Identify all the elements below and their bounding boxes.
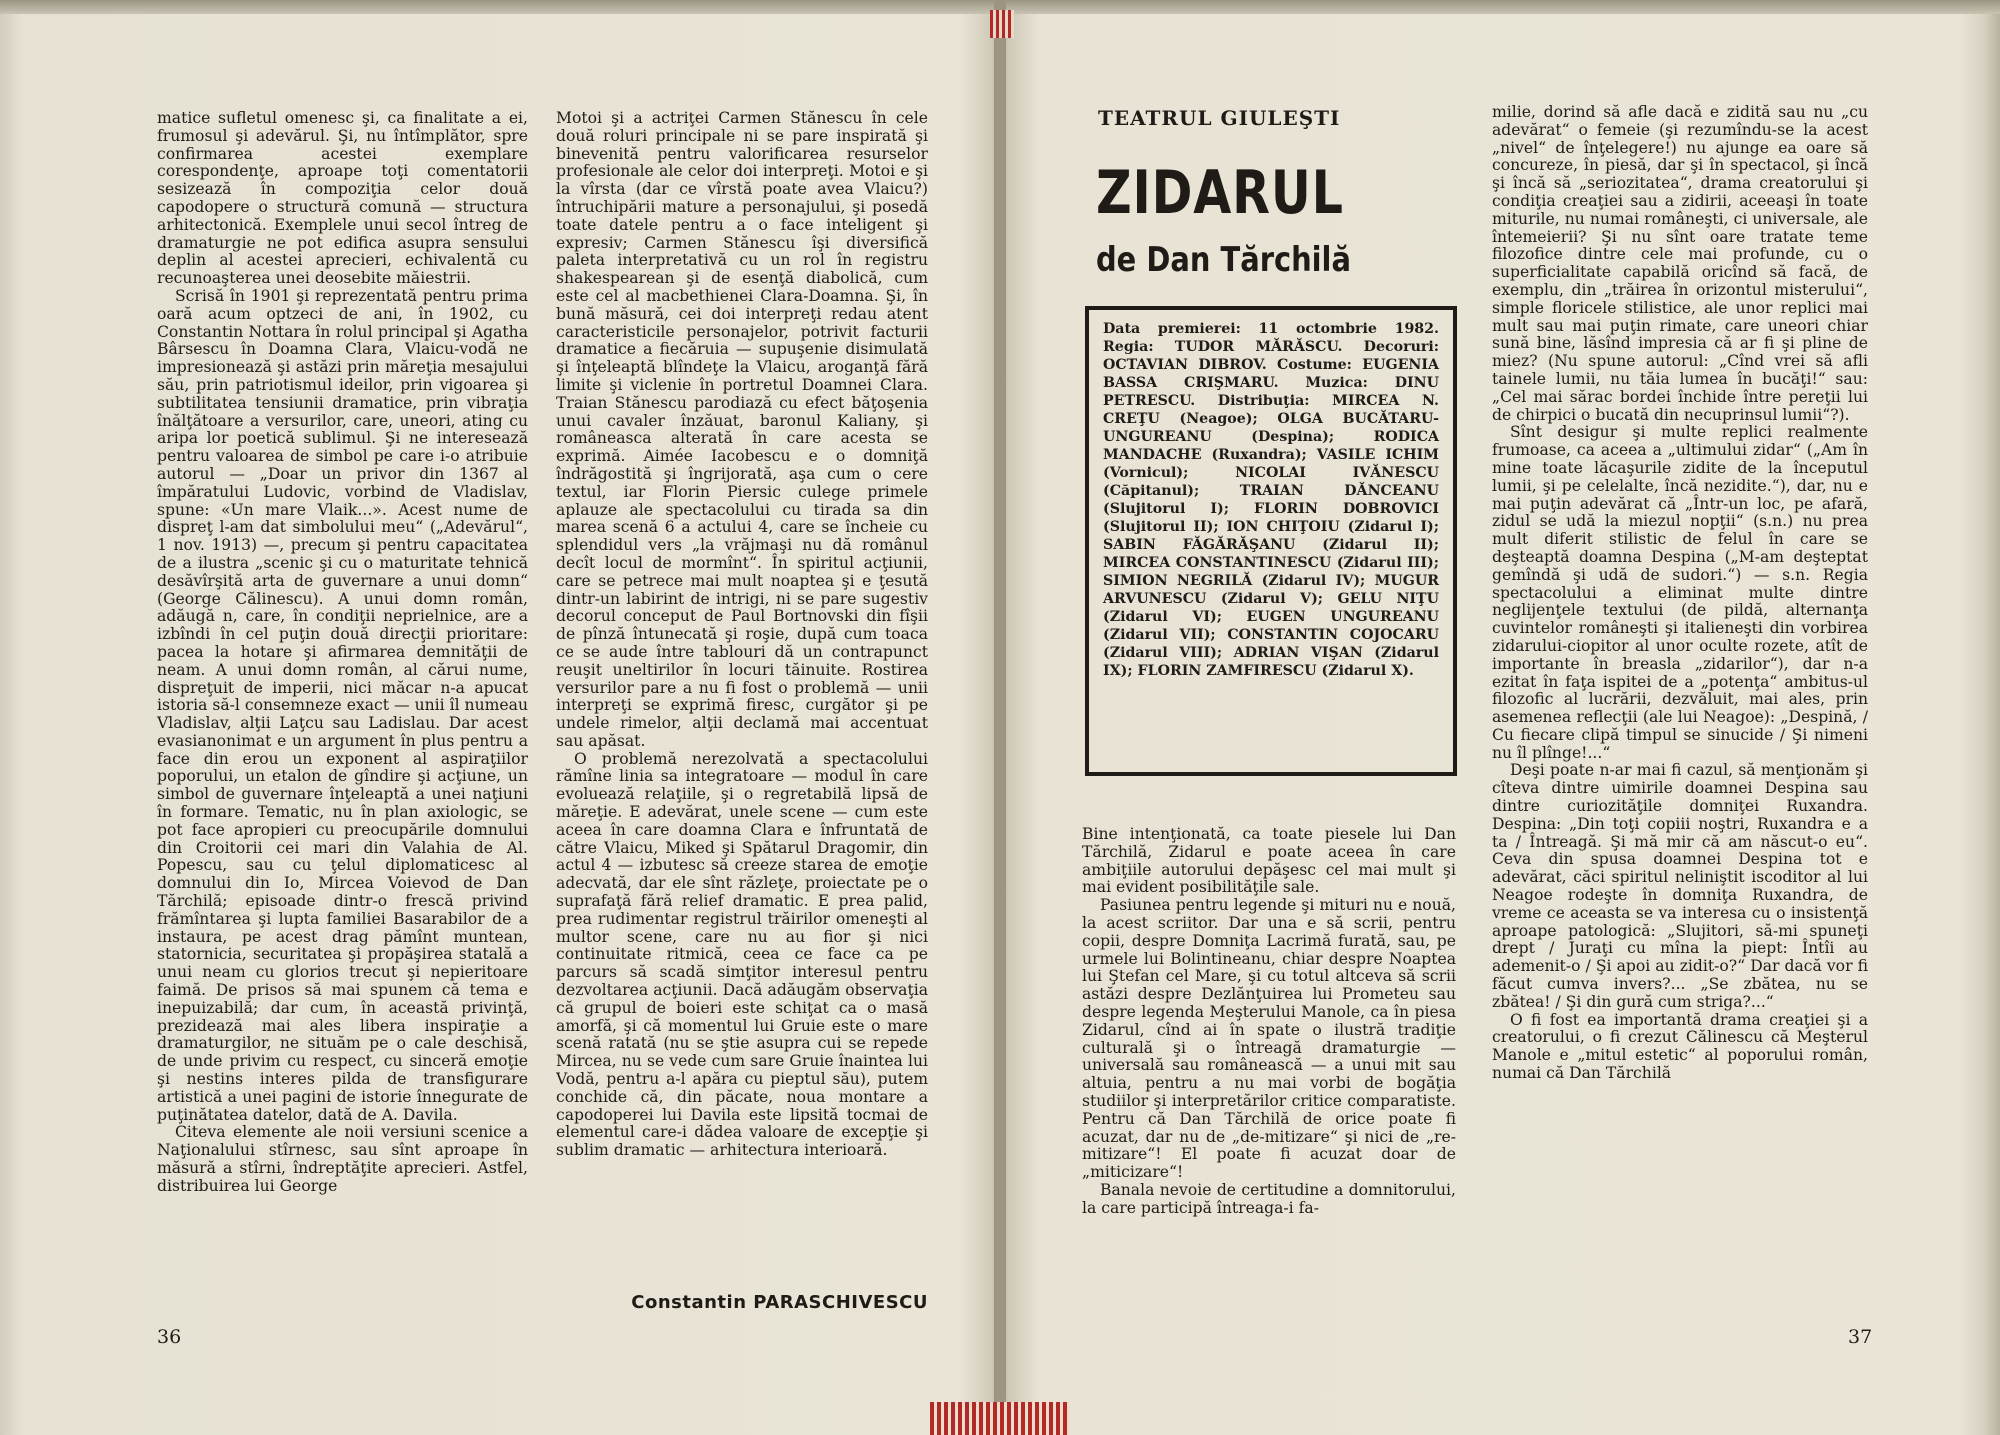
left-page-column-2 bbox=[556, 110, 928, 1288]
paragraph: matice sufletul omenesc şi, ca finalitate a ei, frumosul şi adevărul. Şi, nu întîmplător, spre confirmarea acestei exemplare corespondenţe, aproape toţi comentatorii sesizează în compoziţia celor două capodopere o structură comună — structura arhitectonică. Exemplele unui secol întreg de dramaturgie ne pot edifica asupra sensului deplin al acestei aprecieri, echivalentă cu recunoaşterea unei deosebite măiestrii. bbox=[157, 110, 528, 288]
paragraph: O fi fost ea importantă drama creaţiei şi a creatorului, o fi crezut Călinescu că Meşterul Manole e „mitul estetic“ al poporului român, numai că Dan Tărchilă bbox=[1492, 1010, 1868, 1083]
page-number-left: 36 bbox=[157, 1326, 182, 1348]
paragraph: O problemă nerezolvată a spectacolului rămîne linia sa integratoare — modul în care evoluează relaţiile, şi o regretabilă lipsă de măreţie. E adevărat, unele scene — cum este aceea în care doamna Clara e înfruntată de către Vlaicu, Miked şi Spătarul Dragomir, din actul 4 — izbutesc să creeze starea de emoţie adecvată, dar ele sînt răzleţe, proiectate pe o suprafaţă fără relief dramatic. E prea palid, prea rudimentar registrul trăirilor omeneşti al multor scene, care nu au fior şi nici continuitate ritmică, ceea ce face ca pe parcurs să scadă simţitor interesul pentru dezvoltarea acţiunii. Dacă adăugăm observaţia că grupul de boieri este schiţat ca o masă amorfă, şi că momentul lui Gruie este o mare scenă ratată (nu se ştie asupra cui se repede Mircea, nu se vede cum sare Gruie înaintea lui Vodă, pentru a-l apăra cu pieptul său), putem conchide că, din păcate, noua montare a capodoperei lui Davila este lipsită tocmai de elementul care-i dădea valoare de excepţie şi sublim dramatic — arhitectura interioară. bbox=[556, 749, 928, 1160]
page-number-right: 37 bbox=[1848, 1326, 1873, 1348]
paragraph: milie, dorind să afle dacă e zidită sau nu „cu adevărat“ o femeie (şi rezumîndu-se la acest „nivel“ de înţelegere!) nu ajunge ea oare să concureze, în piesă, dar şi în spectacol, şi încă şi încă să „seriozitatea“, drama creatorului şi condiţia creaţiei sau a zidirii, aceeaşi în toate miturile, nu numai româneşti, ci universale, ale întemeierii? Şi nu sînt oare tratate teme filozofice dintre cele mai profunde, cu o superficialitate capabilă oricînd să facă, de exemplu, din „trăirea în orizontul misterului“, simple floricele stilistice, ale unor replici mai mult sau mai puţin rimate, care uneori chiar sună bine, lăsînd impresia că ar fi şi pline de miez? (Nu spune autorul: „Cînd vrei să afli tainele lumii, nu tăia lumea în bucăţi!“ sau: „Cel mai sărac bordei închide între pereţii lui de chirpici o bucată din necuprinsul lumii“?). bbox=[1492, 104, 1868, 424]
right-page-column-1 bbox=[1082, 826, 1456, 1326]
article-signature: Constantin PARASCHIVESCU bbox=[631, 1292, 928, 1313]
paragraph: Citeva elemente ale noii versiuni scenice a Naţionalului stîrnesc, sau sînt aproape în măsură a stîrni, îndreptăţite aprecieri. Astfel, distribuirea lui George bbox=[157, 1123, 528, 1195]
spine-binding-thread-bottom bbox=[930, 1402, 1070, 1435]
production-credits: Data premierei: 11 octombrie 1982. Regia: TUDOR MĂRĂSCU. Decoruri: OCTAVIAN DIBROV. Costume: EUGENIA BASSA CRIŞMARU. Muzica: DINU PETRESCU. Distribuţia: MIRCEA N. CREŢU (Neagoe); OLGA BUCĂTARU-UNGUREANU (Despina); RODICA MANDACHE (Ruxandra); VASILE ICHIM (Vornicul); NICOLAI IVĂNESCU (Căpitanul); TRAIAN DĂNCEANU (Slujitorul I); FLORIN DOBROVICI (Slujitorul II); ION CHIŢOIU (Zidarul I); SABIN FĂGĂRĂŞANU (Zidarul II); MIRCEA CONSTANTINESCU (Zidarul III); SIMION NEGRILĂ (Zidarul IV); MUGUR ARVUNESCU (Zidarul V); GELU NIŢU (Zidarul VI); EUGEN UNGUREANU (Zidarul VII); CONSTANTIN COJOCARU (Zidarul VIII); ADRIAN VIŞAN (Zidarul IX); FLORIN ZAMFIRESCU (Zidarul X). bbox=[1103, 321, 1439, 679]
book-spine bbox=[994, 0, 1006, 1435]
play-author: de Dan Tărchilă bbox=[1096, 240, 1351, 280]
left-page-column-1 bbox=[157, 110, 528, 1327]
paragraph: Motoi şi a actriţei Carmen Stănescu în cele două roluri principale ni se pare inspirată şi binevenită pentru valorificarea resurselor profesionale ale celor doi interpreţi. Motoi e şi la vîrsta (dar ce vîrstă poate avea Vlaicu?) întruchipării mature a personajului, şi posedă toate datele pentru a o face inteligent şi expresiv; Carmen Stănescu îşi diversifică paleta interpretativă cu un rol în registru shakespearean şi de esenţă diabolică, cum este cel al macbethienei Clara-Doamna. Şi, în bună măsură, cei doi interpreţi redau atent caracteristicile personajelor, potrivit facturii dramatice a fiecăruia — supuşenie disimulată şi înţeleaptă blîndeţe la Vlaicu, aroganţă fără limite şi viclenie în portretul Doamnei Clara. Traian Stănescu parodiază cu efect băţoşenia unui cavaler înzăuat, baronul Kaliany, şi româneasca alterată în care acesta se exprimă. Aimée Iacobescu e o domniţă îndrăgostită şi îngrijorată, aşa cum o cere textul, iar Florin Piersic culege primele aplauze ale spectacolului cu tirada sa din marea scenă 6 a actului 4, care se încheie cu splendidul vers „la vrăjmaşi nu dă românul decît locul de mormînt“. În spiritul acţiunii, care se petrece mai mult noaptea şi e ţesută dintr-un labirint de intrigi, ni se pare sugestiv decorul conceput de Paul Bortnovski din fîşii de pînză întunecată şi roşie, după cum toaca ce se aude între tablouri dă un contrapunct reuşit uneltirilor în locuri tăinuite. Rostirea versurilor pare a nu fi fost o problemă — unii interpreţi se exprimă firesc, curgător şi pe undele rimelor, alţii declamă mai accentuat sau apăsat. bbox=[556, 110, 928, 750]
paragraph: Scrisă în 1901 şi reprezentată pentru prima oară acum optzeci de ani, în 1902, cu Constantin Nottara în rolul principal şi Agatha Bârsescu în Doamna Clara, Vlaicu-vodă ne impresionează şi astăzi prin măreţia mesajului său, prin patriotismul ideilor, prin vigoarea şi subtilitatea tensiunii dramatice, prin vibraţia înălţătoare a versurilor, care, uneori, ating cu aripa lor poetică sublimul. Şi ne interesează pentru valoarea de simbol pe care i-o atribuie autorul — „Doar un privor din 1367 al împăratului Ludovic, vorbind de Vladislav, spune: «Un mare Vlaik...». Acest nume de dispreţ l-am dat simbolului meu“ („Adevărul“, 1 nov. 1913) —, precum şi pentru capacitatea de a ilustra „scenic şi cu o maturitate tehnică desăvîrşită arta de guvernare a unui domn“ (George Călinescu). A unui domn român, adăugă n, care, în condiţii neprielnice, are a izbîndi în cel puţin două direcţii prioritare: pacea la hotare şi afirmarea demnităţii de neam. A unui domn român, al cărui nume, dispreţuit de imperii, nici măcar n-a apucat istoria să-l consemneze exact — unii îl numeau Vladislav, alţii Laţcu sau Ladislau. Dar acest evasianonimat e un argument în plus pentru a face din erou un exponent al aspiraţiilor poporului, un etalon de gîndire şi acţiune, un simbol de guvernare înţeleaptă a unei naţiuni în formare. Tematic, nu în plan axiologic, se pot face apropieri cu preocupările domnului din Croitorii cei mari din Valahia de Al. Popescu, sau cu ţelul diplomaticesc al domnului din Io, Mircea Voievod de Dan Tărchilă; episoade dintr-o frescă privind frămîntarea şi lupta familiei Basarabilor de a instaura, pe acest drag pămînt muntean, statornicia, securitatea şi propăşirea statală a unui neam cu glorios trecut şi nepieritoare faimă. De prisos să mai spunem că tema e inepuizabilă; dar cum, în această privinţă, prezidează mai ales libera inspiraţie a dramaturgilor, ne situăm pe o cale deschisă, de unde privim cu respect, cu sinceră emoţie şi nestins interes pilda de transfigurare artistică a unei pagini de istorie înnegurate de puţinătatea datelor, dată de A. Davila. bbox=[157, 286, 528, 1124]
paragraph: Banala nevoie de certitudine a domnitorului, la care participă întreaga-i fa- bbox=[1082, 1180, 1456, 1217]
right-page-column-2 bbox=[1492, 104, 1868, 1326]
theatre-name: TEATRUL GIULEŞTI bbox=[1098, 106, 1341, 130]
paragraph: Deşi poate n-ar mai fi cazul, să menţionăm şi cîteva dintre uimirile doamnei Despina sau dintre curiozităţile domniţei Ruxandra. Despina: „Din toţi copiii noştri, Ruxandra e a ta / Întreagă. Şi mă mir că am născut-o eu“. Ceva din spusa doamnei Despina tot e adevărat, căci spiritul neliniştit iscoditor al lui Neagoe rodeşte în domniţa Ruxandra, de vreme ce aceasta se va interesa cu o insistenţă aproape patologică: „Slujitori, să-mi spuneţi drept / Juraţi cu mîna la piept: Întîi au ademenit-o / Şi apoi au zidit-o?“ Dar dacă vor fi făcut cumva invers?... „Se zbătea, nu se zbătea! / Şi din gură cum striga?...“ bbox=[1492, 761, 1868, 1011]
paragraph: Pasiunea pentru legende şi mituri nu e nouă, la acest scriitor. Dar una e să scrii, pentru copii, despre Domniţa Lacrimă furată, sau, pe urmele lui Bolintineanu, chiar despre Noaptea lui Ştefan cel Mare, şi cu totul altceva să scrii astăzi despre Dezlănţuirea lui Prometeu sau despre legenda Meşterului Manole, ca în piesa Zidarul, cînd ai în spate o ilustră tradiţie culturală şi o întreagă dramaturgie — universală sau românească — a unui mit sau altuia, pentru a nu mai vorbi de bogăţia studiilor şi interpretărilor critice comparatiste. Pentru că Dan Tărchilă de orice poate fi acuzat, dar nu de „de-mitizare“ şi nici de „re-mitizare“! El poate fi acuzat doar de „miticizare“! bbox=[1082, 896, 1456, 1182]
production-credits-box bbox=[1085, 306, 1457, 776]
spine-binding-thread bbox=[990, 10, 1014, 38]
play-title: ZIDARUL bbox=[1096, 158, 1344, 228]
paragraph: Sînt desigur şi multe replici realmente frumoase, ca aceea a „ultimului zidar“ („Am în mine toate lăcaşurile zidite de la începutul lumii, şi pe celelalte, încă nezidite.“), dar, nu e mai puţin adevărat că „Într-un loc, pe afară, zidul se udă la miezul nopţii“ (s.n.) nu prea mult diferit stilistic de felul în care se deşteaptă doamna Despina („M-am deşteptat gemîndă şi udă de sudori.“) — s.n. Regia spectacolului a eliminat multe dintre neglijenţele textului (de pildă, alternanţa cuvintelor româneşti şi italieneşti din vorbirea zidarului-ciopitor al unor oculte rozete, atît de importante în breasla „zidarilor“), dar n-a ezitat în faţa ispitei de a „potenţa“ ambitus-ul filozofic al lucrării, dezvăluit, mai ales, prin asemenea reflecţii (ale lui Neagoe): „Despină, / Cu fiecare clipă timpul se sinucide / Şi nimeni nu îl plînge!...“ bbox=[1492, 423, 1868, 762]
paragraph: Bine intenţionată, ca toate piesele lui Dan Tărchilă, Zidarul e poate aceea în care ambiţiile autorului depăşesc cel mai mult şi mai evident posibilităţile sale. bbox=[1082, 826, 1456, 897]
